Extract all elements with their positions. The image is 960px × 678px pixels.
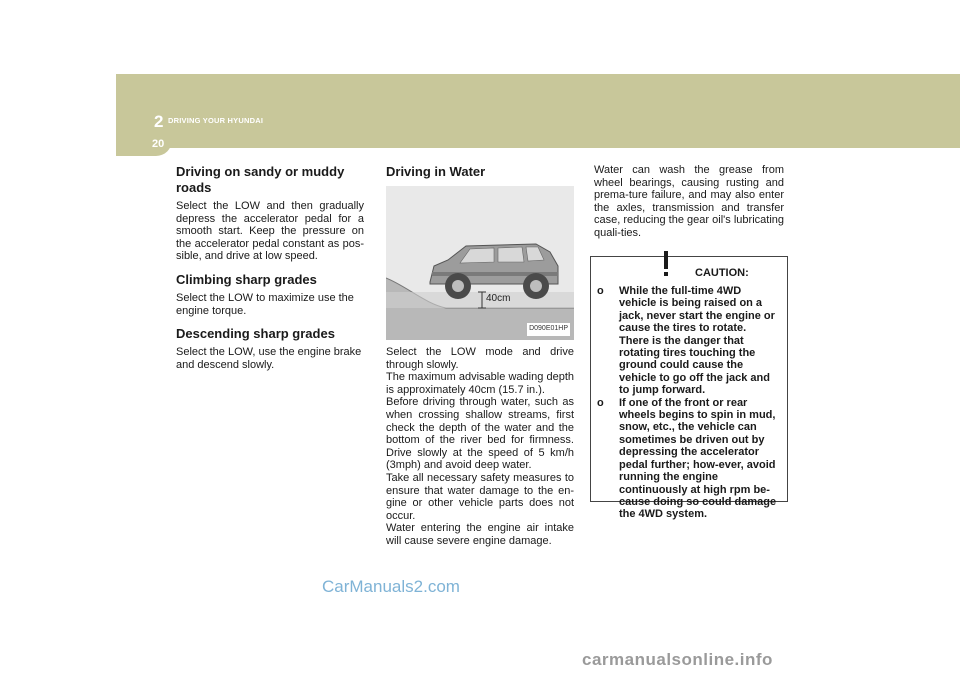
wading-figure bbox=[386, 186, 574, 340]
grease-body: Water can wash the grease from wheel bearings, causing rusting and prema-ture failure, and may also enter the axles, transmission and transfer case, reducing the gear oil's lubricating quali-ties. bbox=[594, 164, 784, 239]
descending-body: Select the LOW, use the engine brake and descend slowly. bbox=[176, 346, 362, 371]
bullet: o bbox=[597, 396, 604, 409]
caution-box bbox=[590, 256, 788, 521]
column-right bbox=[594, 164, 784, 240]
header-band bbox=[116, 74, 960, 148]
chapter-number: 2 bbox=[154, 112, 164, 131]
bullet: o bbox=[597, 285, 604, 297]
water-heading: Driving in Water bbox=[386, 164, 486, 179]
watermark-carmanuals2[interactable]: CarManuals2.com bbox=[322, 577, 460, 596]
chapter-title: DRIVING YOUR HYUNDAI bbox=[168, 116, 264, 125]
watermark-carmanualsonline[interactable]: carmanualsonline.info bbox=[582, 650, 773, 669]
water-para-5: Water entering the engine air intake will cause severe engine damage. bbox=[386, 522, 574, 547]
caution-item-1 bbox=[597, 285, 781, 397]
descending-heading: Descending sharp grades bbox=[176, 326, 335, 342]
caution-item-1-text: While the full-time 4WD vehicle is being raised on a jack, never start the engine or cause the tires to rotate. bbox=[619, 285, 775, 335]
water-para-3: Before driving through water, such as when crossing shallow streams, first check the depth of the water and the bottom of the river bed for firmness. Drive slowly at the speed of 5 km/h (3mph) and avoid deep water. bbox=[386, 396, 574, 472]
page-number: 20 bbox=[152, 138, 165, 150]
caution-item-2-text: If one of the front or rear wheels begins to spin in mud, snow, etc., the vehicle can sometimes be driven out by depressing the accelerator pedal further; how-ever, avoid running the engine continuously at high rpm be-cause doing so could damage the 4WD system. bbox=[619, 396, 777, 521]
column-middle bbox=[386, 164, 574, 548]
caution-title: CAUTION: bbox=[695, 267, 749, 279]
climbing-heading: Climbing sharp grades bbox=[176, 271, 317, 287]
water-para-4: Take all necessary safety measures to ensure that water damage to the en-gine or other vehicle parts does not occur. bbox=[386, 471, 574, 522]
caution-item-1b-text: There is the danger that rotating tires touching the ground could cause the vehicle to go off the jack and to jump forward. bbox=[619, 334, 770, 397]
figure-code: D090E01HP bbox=[527, 323, 570, 336]
caution-item-2 bbox=[597, 397, 781, 521]
depth-label: 40cm bbox=[486, 293, 511, 304]
water-para-1: Select the LOW mode and drive through slowly. bbox=[386, 346, 574, 371]
suv-wading-illustration bbox=[386, 186, 574, 340]
sandy-muddy-body: Select the LOW and then gradually depress the accelerator pedal for a smooth start. Keep the pressure on the accelerator pedal constant as pos-sible, and drive at low speed. bbox=[176, 200, 364, 263]
climbing-body: Select the LOW to maximize use the engine torque. bbox=[176, 291, 354, 317]
sandy-muddy-heading: Driving on sandy or muddy roads bbox=[176, 164, 345, 195]
water-para-2: The maximum advisable wading depth is approximately 40cm (15.7 in.). bbox=[386, 371, 574, 396]
exclamation-icon bbox=[651, 249, 681, 279]
column-left bbox=[176, 164, 364, 371]
